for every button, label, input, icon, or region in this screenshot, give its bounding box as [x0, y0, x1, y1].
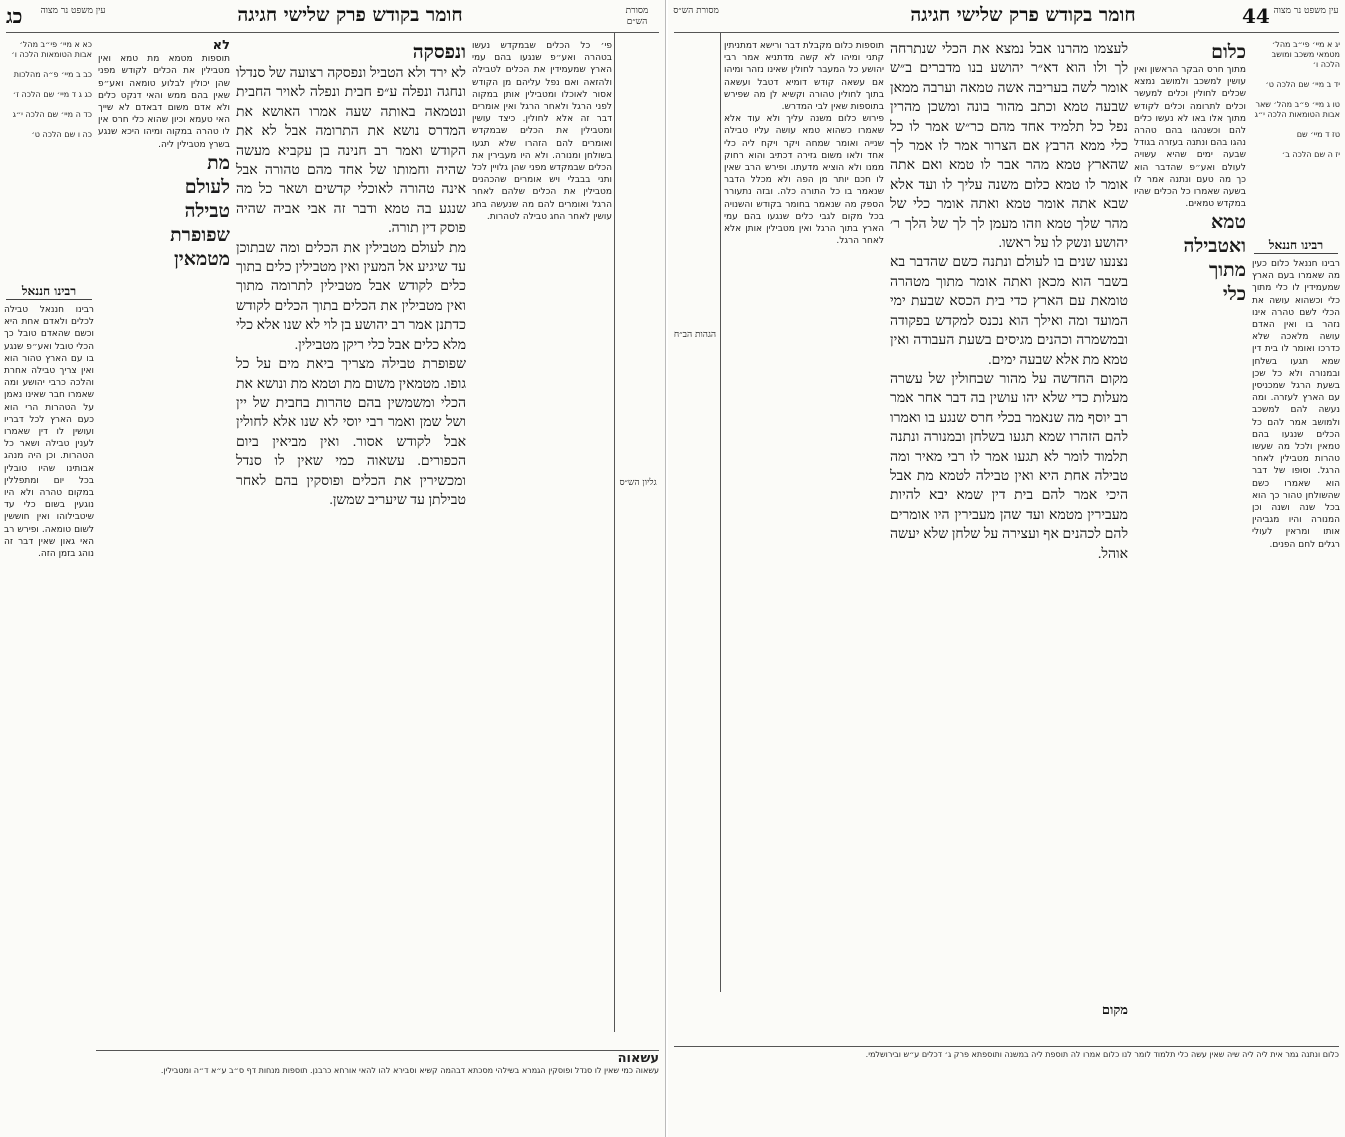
right-rashi-main: מתוך חרס הבקר הראשון ואין עושין למשכב ולמושב נמצא שכלים לחולין וכלים למעשר וכלים לתרומה וכלים לקודש מתוך אלו באו לא נעשו כלים להם וכשנהגו בהם טהרה נהגו בהם ונתנה בעזרה בגודל שבעה ימים שהיא עשויה לעולם ואע״פ שהדבר הוא כך מה טעם ונתנה אמר לו בשעה שאמרו כל הכלים שהיו במקדש טמאים. [1134, 65, 1246, 210]
left-rabbeinu-chananel [4, 304, 94, 1044]
right-header-rule [674, 32, 1339, 33]
left-gemara-column [236, 40, 466, 920]
left-rabbeinu-chananel-text: רבינו חננאל טבילה לכלים ולאדם אחת היא וכשם שהאדם טובל כך הכלי טובל ואע״פ שנגע בו עם הארץ טהור הוא ואין צריך טבילה אחרת והלכה כרבי יהושע ומה שאמרו חבר שאינו נאמן על הטהרות הרי הוא כעם הארץ לכל דבריו ועושין לו דין שאמרו לענין טבילה ושאר כל הטהרות. וכן היה מנהג אבותינו שהיו טובלין בכל יום ומתפללין במקום טהרה ולא היו נוגעין בשום כלי עד שיטבילוהו ואין חוששין לשום טומאה. ופירש רב האי גאון שאין דבר זה נוהג בזמן הזה. [4, 305, 94, 560]
right-top-label-left: מסורת הש״ס [673, 6, 719, 16]
right-page-number: 44 [1242, 4, 1270, 28]
right-footer-text: כלום ונתנה גמר אית ליה ליה שיה שאין עשה כלי תלמוד לומר לנו כלום אמרו לה תוספת ליה במשנה ותוספתא פרק ג׳ דכלים ע״ש ובירושלמי. [865, 1050, 1339, 1059]
side-note-item: יד ב מיי׳ שם הלכה ט׳ [1265, 80, 1340, 89]
right-lower-gemara [890, 1000, 1128, 1040]
right-dibbur-mitoch: מתוך [1208, 259, 1246, 282]
left-dibbur-met: מת [207, 151, 230, 174]
left-dibbur-lo: לא [212, 40, 230, 53]
side-note-item: כה ו שם הלכה ט׳ [31, 130, 92, 139]
left-dibbur-shfoferet: שפופרת [170, 223, 230, 246]
left-dibbur-asauha: עשאוה [617, 1054, 659, 1066]
right-gemara-text-4: מקום החדשה על מהור שבחולין של עשרה מעלות כדי שלא יהו עושין בה דבר אחר אמר רב יוסף מה שנאמר בכלי חרס שנגע בו ואמרו להם הזהרו שמא תגעו בשלחן ובמנורה ונתנה תלמוד לומר לא תגעו אמר לו רבי מאיר ומה טבילה אחת היא ואין טבילה לטמא מת אבל היכי אמר להם בית דין שמא יבא להיות מעבירין מטמא ועד שהן מעבירין היו אומרים להם לכהנים אף ועצירה על שלחן שלא יעשה אוהל. [890, 371, 1128, 562]
left-footer-notes [96, 1054, 659, 1132]
right-tosafot-text: תוספות כלום מקבלת דבר ורישא דמתניתין קתני ומיהו לא קשה מדתניא אמר רבי יהושע כל המעבר לחולין שאינו נזהר ומיהו אם עשאה קודש דומיא דטבל ועשאה בתוך לחולין טהורה וקשיא לן מה שפירש בתוספות שאין לבי המדרש. [724, 41, 884, 113]
left-header-rule [6, 32, 659, 33]
right-footer-rule [674, 1046, 1339, 1047]
left-top-label-left: עין משפט נר מצוה [40, 6, 106, 16]
left-margin-rule [614, 32, 615, 1032]
right-gilyon-label: הגהות הב״ח [673, 330, 717, 340]
left-header-title: חומר בקודש פרק שלישי חגיגה [237, 4, 463, 26]
left-tosafot-text: תוספות מטמא מת טמא ואין מטבילין את הכלים לקודש מפני שהן יכולין לבלוע טומאה ואע״פ שאין בהם ממש והאי דנקט כלים ולא אדם משום דבאדם לא שייך האי טעמא וכיון שהוא כלי חרס אין לו טהרה במקוה ומיהו היכא שנגע בשרץ מטבילין ליה. [98, 54, 230, 150]
left-side-notes [4, 40, 92, 280]
left-gilyon-label: גליון הש״ס [619, 478, 657, 488]
left-gemara-text-1: לא ירד ולא הטביל ונפסקה רצועה של סנדלו ונחגה ונפלה ע״פ חבית ונפלה לאויר החבית ונטמאה באותה שעה אמרו האושא את המדרס נושא את התרומה אבל לא את הקודש ואמר רב חנינה בן עקביא מעשה שהיה וחמותו של אחד מהם טהורה אבל אינה טהורה לאוכלי קדשים ושאר כל מה שנגע בה טמא ודבר זה אבי אביה שהיה פוסק דין תורה. [236, 66, 466, 237]
side-note-item: יז ה שם הלכה ב׳ [1281, 150, 1340, 159]
right-margin-rule [720, 32, 721, 992]
side-note-item: טו ג מיי׳ פ״ב מהל׳ שאר אבות הטומאות הלכה י״ג [1254, 100, 1340, 119]
right-page [668, 0, 1345, 1137]
right-tosafot-column [724, 40, 884, 990]
left-gemara-text-2: מת לעולם מטבילין את הכלים ומה שבתוכן עד שיגיע אל המעין ואין מטבילין כלים בתוך כלים לקודש אבל מטבילין לתרומה מתוך ואין מטבילין את הכלים בתוך הכלים לקודש כדתנן אמר רב יהושע בן לוי לא שנו אלא כלי מלא כלים אבל כלי ריקן מטבילין. [236, 240, 466, 353]
side-note-item: יג א מיי׳ פי״ב מהל׳ מטמאי משכב ומושב הלכה ו׳ [1271, 40, 1340, 69]
left-footer-text: עשאוה כמי שאין לו סנדל ופוסקין הגמרא בשילהי מסכתא דבהמה קשיא וסבירא להו להאי אורחא כרבנן. תוספות מנחות דף ס״ב ע״א ד״ה ומטבילין. [160, 1065, 659, 1075]
side-note-item: כא א מיי׳ פי״ב מהל׳ אבות הטומאות הלכה ו׳ [11, 40, 92, 59]
right-rabbeinu-chananel-text: רבינו חננאל כלום כעין מה שאמרו בעם הארץ שמעמידין לו כלי מתוך כלי וכשהוא עושה את הכלי לשם טהרה אינו נזהר בו ואין האדם עושה מלאכה שלא כדרכו ואומר לו בית דין שמא תגעו בשלחן ובמנורה ולא כל שכן בשעת הרגל שמכניסין עם הארץ לעזרה. ומה נעשה להם למשכב ולמושב אמר להם כל הכלים שנגעו בהם טמאין ולכל מה שעשו טהרות מטבילין לאחר הרגל. וסופו של דבר הוא שאמרו כשם שהשולחן טהור כך הוא בכל שנה ושנה וכן המנורה והיו מגביהין אותו ומראין לעולי רגלים לחם הפנים. [1252, 259, 1340, 550]
right-rashi-text: פירוש כלום משנה עליך ולא עוד אלא שאמרו כשהוא טמא עושה עליו טבילה שנייה ואומר שמחה ויקר ויקח ליה כלי אחד ולאו משום גזירה דכתיב והוא רחוק ממנו ולא הוציא מדעתו. ופירש הרב שאין לו חכם יותר מן הפה ולא מכלל הדבר שנאמר בו כל התורה כלה. ובזה נתעורר הספק מה שנאמר בחומר בקודש והשנויה בכל מקום לגבי כלים שנגעו בהם עמי הארץ בתוך הרגל ואין מטבילין אותן אלא לאחר הרגל. [724, 114, 884, 247]
side-note-item: טז ד מיי׳ שם [1296, 130, 1340, 139]
right-gemara-column [890, 40, 1128, 1000]
right-side-notes [1252, 40, 1340, 230]
left-box-title: רבינו חננאל [6, 284, 92, 300]
right-dibbur-makom: מקום [1101, 1002, 1128, 1017]
left-page-number: כג [6, 4, 23, 28]
left-footer-rule [96, 1050, 659, 1051]
left-dibbur-metamin: מטמאין [173, 247, 230, 270]
side-note-item: כג ג ד מיי׳ שם הלכה ז׳ [12, 90, 92, 99]
right-dibbur-kli: כלי [1222, 283, 1246, 306]
left-dibbur-leolam: לעולם [184, 175, 230, 198]
left-dibbur-venifseka: ונפסקה [412, 41, 466, 63]
right-box-title: רבינו חננאל [1254, 238, 1338, 254]
side-note-item: כב ב מיי׳ פ״ה מהלכות [13, 70, 92, 79]
left-dibbur-tevila: טבילה [184, 199, 230, 222]
left-top-label-right: מסורת הש״ם [625, 6, 649, 27]
right-gemara-text-1: לעצמו מהרנו אבל נמצא את הכלי שנתרחה לך ולו הוא דא״ר יהושע בנו מדברים ב״ש אומר לשה בעריבה אשה טמאה וערבה ממאן שבעה טמא וכתב מהור בונה ומשכן מהרין נפל כל תלמיד אחד מהם כר״ש אמר לו כל כלי ממא הרבץ אם הצרור אמר לו אמר לך שהארץ טמא מהר אבר לו טמא ואם אתה אומר לו טמא כלום משנה עליך לו ועד אלא שבא אתה אומר טמא ואתה אומר כלי של מהר שלך טמא וזהו מעמן לך לך של הלך ר׳ יהושע ונשק לו על ראשו. [890, 42, 1128, 252]
right-dibbur-klum: כלום [1211, 41, 1246, 63]
left-page [0, 0, 666, 1137]
side-note-item: כד ה מיי׳ שם הלכה י״ג [12, 110, 92, 119]
right-gemara-text-2: נצנעו שנים בו לעולם ונתנה כשם שהדבר בא בשבר הוא מכאן ואתה אומר מתוך מטהרה טומאת עם הארץ כדי בית הכסא שבעת ימי המועד ומה ואילך הוא נכנס למקדש בפקודה ובמשמרה וכהנים מגיסים בשעת העבודה ואין טמא מת אלא שבעה ימים. [890, 255, 1128, 368]
right-header-title: חומר בקודש פרק שלישי חגיגה [910, 4, 1136, 26]
right-footer-notes [674, 1050, 1339, 1132]
left-rashi-text: פי׳ כל הכלים שבמקדש נעשו בטהרה ואע״פ שנגעו בהם עמי הארץ שמעמידין את הכלים לטבילה ולהזאה ואם נפל עליהם מן הקודש אסור לאוכלו ומטבילין אותן במקוה לפני הרגל ולאחר הרגל ואין אומרים דבר זה אלא לחולין. כיצד עושין ומטבילין את הכלים שבמקדש ואומרים להם הזהרו שלא תגעו בשולחן ומנורה. ולא היו מעבירין את הכלים שבמקדש מפני שהן גלויין לכל ותני בבבלי ויש אומרים שהכהנים מטבילין את הכלים שלהם לאחר הרגל ואומרים להם מה שנעשה בחג עושין לאחר החג טבילה לטהרות. [472, 41, 612, 222]
right-dibbur-vetevila: ואטבילה [1183, 235, 1246, 258]
right-rabbeinu-chananel [1252, 258, 1340, 1038]
left-gemara-text-3: שפופרת טבילה מצריך ביאת מים על כל גופו. מטמאין משום מת וטמא מת ונושא את הכלי ומשמשין בהם טהרות בחבית של יין ושל שמן ואמר רבי יוסי לא שנו אלא לחולין אבל לקודש אסור. ואין מביאין ביום הכפורים. עשאוה כמי שאין לו סנדל ומכשירין את הכלים ופוסקין בהם לאחר טבילתן עד שיעריב שמשן. [236, 357, 466, 508]
right-rashi-column [1134, 40, 1246, 1040]
left-rashi-column [472, 40, 612, 900]
right-dibbur-tame: טמא [1211, 211, 1246, 234]
left-tosafot-column [98, 40, 230, 1040]
right-top-label-right: עין משפט נר מצוה [1273, 6, 1339, 16]
